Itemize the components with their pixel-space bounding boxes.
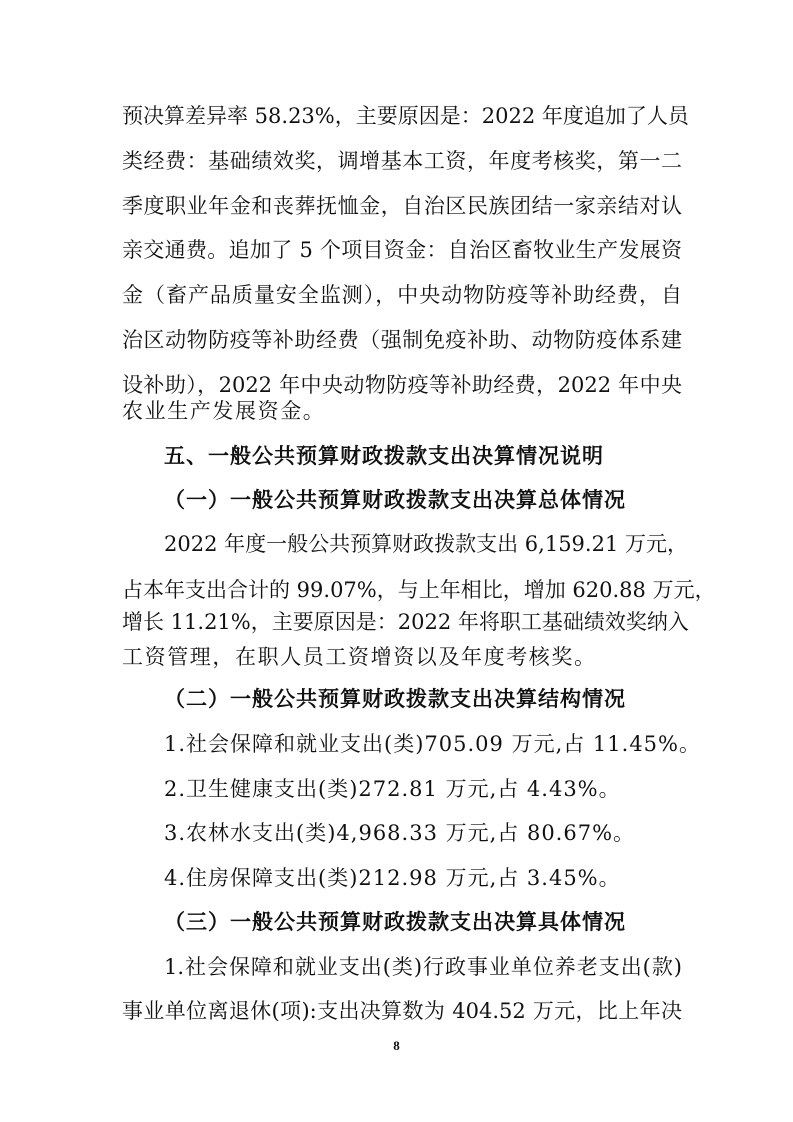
subsection-heading: （一）一般公共预算财政拨款支出决算总体情况 <box>164 488 626 512</box>
paragraph-line: 设补助），2022 年中央动物防疫等补助经费，2022 年中央 <box>122 373 682 397</box>
list-item: 2.卫生健康支出(类)272.81 万元,占 4.43%。 <box>164 777 621 801</box>
paragraph-line: 类经费：基础绩效奖，调增基本工资，年度考核奖，第一二 <box>122 149 682 173</box>
paragraph-line: 金（畜产品质量安全监测），中央动物防疫等补助经费，自 <box>122 283 682 307</box>
paragraph-line: 治区动物防疫等补助经费（强制免疫补助、动物防疫体系建 <box>122 328 682 352</box>
paragraph-line: 工资管理，在职人员工资增资以及年度考核奖。 <box>122 645 597 669</box>
list-item: 1.社会保障和就业支出(类)705.09 万元,占 11.45%。 <box>164 732 701 756</box>
subsection-heading: （二）一般公共预算财政拨款支出决算结构情况 <box>164 687 626 711</box>
subsection-heading: （三）一般公共预算财政拨款支出决算具体情况 <box>164 910 626 934</box>
paragraph-line: 亲交通费。追加了 5 个项目资金：自治区畜牧业生产发展资 <box>122 238 682 262</box>
paragraph-line: 事业单位离退休(项):支出决算数为 404.52 万元，比上年决 <box>122 999 682 1023</box>
section-heading: 五、一般公共预算财政拨款支出决算情况说明 <box>164 444 604 468</box>
paragraph-line: 季度职业年金和丧葬抚恤金，自治区民族团结一家亲结对认 <box>122 194 682 218</box>
list-item: 3.农林水支出(类)4,968.33 万元,占 80.67%。 <box>164 821 636 845</box>
paragraph-line: 农业生产发展资金。 <box>122 399 326 423</box>
list-item: 4.住房保障支出(类)212.98 万元,占 3.45%。 <box>164 866 621 890</box>
paragraph-line: 增长 11.21%，主要原因是：2022 年将职工基础绩效奖纳入 <box>122 610 689 634</box>
paragraph-line: 预决算差异率 58.23%，主要原因是：2022 年度追加了人员 <box>122 104 689 128</box>
page-number: 8 <box>393 1038 400 1053</box>
paragraph-line: 占本年支出合计的 99.07%，与上年相比，增加 620.88 万元， <box>122 578 716 602</box>
paragraph-line: 2022 年度一般公共预算财政拨款支出 6,159.21 万元， <box>164 532 688 556</box>
paragraph-line: 1.社会保障和就业支出(类)行政事业单位养老支出(款) <box>164 955 682 979</box>
